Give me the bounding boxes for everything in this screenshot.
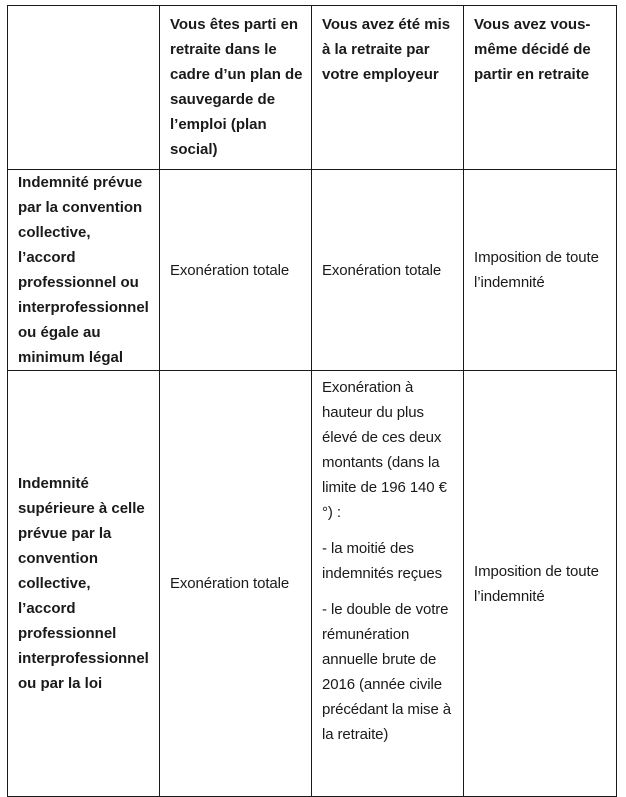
exemption-option-half: - la moitié des indemnités reçues xyxy=(322,540,443,582)
table-row xyxy=(8,170,617,371)
header-row xyxy=(8,6,617,170)
header-mis-a-la-retraite: Vous avez été mis à la retraite par votre employeur xyxy=(312,6,464,170)
cell-depart-volontaire: Imposition de toute l’indemnité xyxy=(464,371,617,797)
exemption-intro: Exonération à hauteur du plus élevé de ces deux montants (dans la limite de 196 140 €°) : xyxy=(322,379,447,521)
tax-exemption-table xyxy=(7,5,617,797)
cell-depart-volontaire: Imposition de toute l’indemnité xyxy=(464,170,617,371)
header-empty-cell xyxy=(8,6,160,170)
table-row xyxy=(8,371,617,797)
cell-plan-social: Exonération totale xyxy=(160,371,312,797)
header-plan-social: Vous êtes parti en retraite dans le cadre d’un plan de sauvegarde de l’emploi (plan social) xyxy=(160,6,312,170)
row-label-indemnite-superieure: Indemnité supérieure à celle prévue par la convention collective, l’accord professionnel interprofessionnel ou par la loi xyxy=(8,371,160,797)
cell-plan-social: Exonération totale xyxy=(160,170,312,371)
exemption-option-double: - le double de votre rémunération annuelle brute de 2016 (année civile précédant la mise à la retraite) xyxy=(322,601,452,743)
header-depart-volontaire: Vous avez vous-même décidé de partir en retraite xyxy=(464,6,617,170)
cell-mis-a-la-retraite: Exonération totale xyxy=(312,170,464,371)
row-label-indemnite-conventionnelle: Indemnité prévue par la convention collective, l’accord professionnel ou interprofessionnel ou égale au minimum légal xyxy=(8,170,160,371)
cell-mis-a-la-retraite xyxy=(312,371,464,797)
